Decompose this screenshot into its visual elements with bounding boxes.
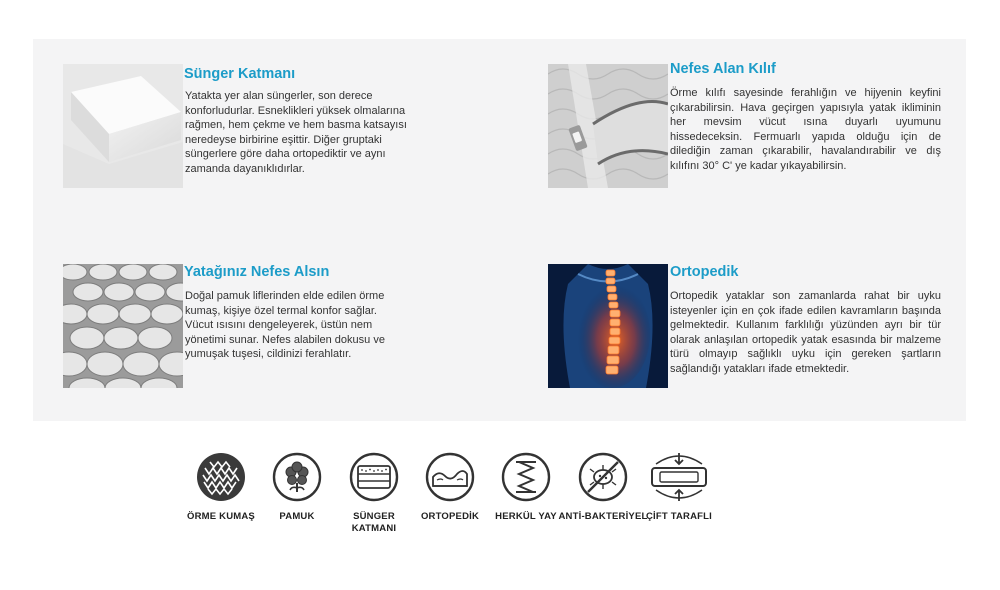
double-sided-badge bbox=[634, 450, 724, 523]
zipper-cover-image bbox=[548, 64, 668, 188]
feature-icons-row bbox=[180, 450, 780, 550]
icon-label: ÇİFT TARAFLI bbox=[645, 511, 713, 522]
icon-label: PAMUK bbox=[279, 511, 315, 522]
feature-title: Yatağınız Nefes Alsın bbox=[184, 264, 330, 280]
cotton-icon bbox=[270, 450, 324, 504]
icon-label: ÖRME KUMAŞ bbox=[187, 511, 255, 522]
feature-title: Ortopedik bbox=[670, 264, 739, 280]
feature-description: Ortopedik yataklar son zamanlarda rahat bir uyku isteyenler için en çok ifade edilen kavramların başında gelmektedir. Kullanım farklılığı yüzünden ayrı bir tür olarak anlaşılan ortopedik yatak esasında bir malzeme türü olmayıp sağlıklı uyku için gereken şartların sağlandığı yatakları ifade etmektedir. bbox=[670, 290, 941, 375]
double-sided-icon bbox=[646, 450, 712, 504]
feature-description: Yatakta yer alan süngerler, son derece konforludurlar. Esneklikleri yüksek olmalarına rağmen, hem çekme ve hem basma katsayısı neredeyse birbirine eşittir. Diğer gruptaki süngerlere göre daha ortopediktir ve aynı zamanda dayanıklıdırlar. bbox=[185, 90, 407, 175]
icon-label: ORTOPEDİK bbox=[420, 511, 480, 522]
icon-label: HERKÜL YAY bbox=[495, 511, 557, 522]
foam-layer-image bbox=[63, 64, 183, 188]
foam-layer-icon bbox=[347, 450, 401, 504]
icon-label: ANTİ-BAKTERİYEL bbox=[558, 511, 648, 522]
icon-label: SÜNGER KATMANI bbox=[351, 511, 397, 534]
feature-description: Doğal pamuk liflerinden elde edilen örme kumaş, kişiye özel termal konfor sağlar. Vücut ısısını dengeleyerek, üstün nem yönetimi sunar. Nefes alabilen dokusu ve yumuşak tuşesi, cildinizi ferahlatır. bbox=[185, 290, 385, 361]
spring-icon bbox=[499, 450, 553, 504]
orthopedic-icon bbox=[423, 450, 477, 504]
feature-description: Örme kılıfı sayesinde ferahlığın ve hijyenin keyfini çıkarabilirsin. Hava geçirgen yapısıyla yatak ikliminin her mevsim vücut ısına duyarlı uyumunu hissedeceksin. Fermuarlı yapıda olduğu için de dilediğin zaman çıkarabilir, havalandırabilir ve dış kılıfını 30° C' ye kadar yıkayabilirsin. bbox=[670, 87, 941, 172]
anti-bacterial-icon bbox=[576, 450, 630, 504]
quilted-fabric-image bbox=[63, 264, 183, 388]
feature-title: Nefes Alan Kılıf bbox=[670, 61, 776, 77]
spine-image bbox=[548, 264, 668, 388]
knit-fabric-icon bbox=[194, 450, 248, 504]
feature-title: Sünger Katmanı bbox=[184, 66, 296, 82]
